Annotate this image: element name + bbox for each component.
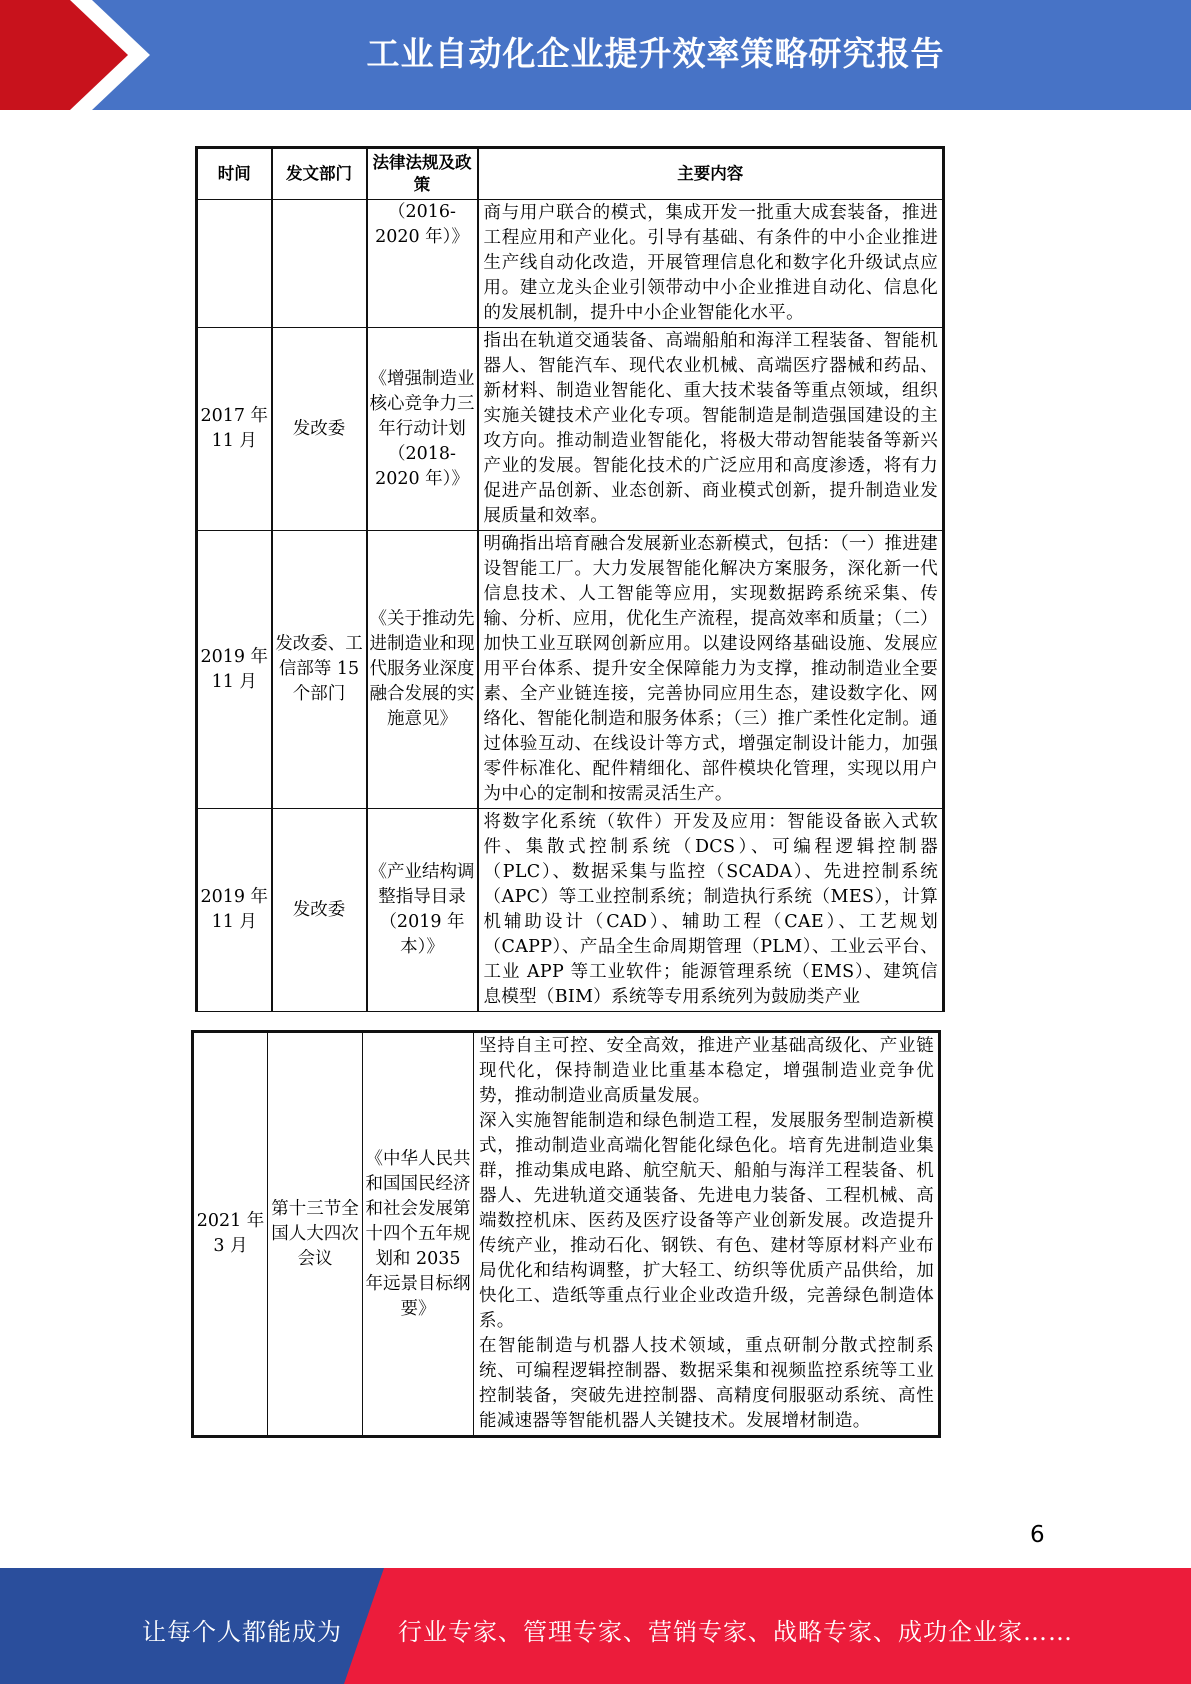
table-row bbox=[197, 809, 944, 1012]
page-header bbox=[0, 0, 1191, 110]
policy-table bbox=[195, 146, 945, 1012]
cell-content: 指出在轨道交通装备、高端船舶和海洋工程装备、智能机器人、智能汽车、现代农业机械、高端医疗器械和药品、新材料、制造业智能化、重大技术装备等重点领域，组织实施关键技术产业化专项。智能制造是制造强国建设的主攻方向。推动制造业智能化，将极大带动智能装备等新兴产业的发展。智能化技术的广泛应用和高度渗透，将有力促进产品创新、业态创新、商业模式创新，提升制造业发展质量和效率。 bbox=[478, 328, 944, 531]
cell-content: 明确指出培育融合发展新业态新模式，包括：（一）推进建设智能工厂。大力发展智能化解决方案服务，深化新一代信息技术、人工智能等应用，实现数据跨系统采集、传输、分析、应用，优化生产流程，提高效率和质量；（二）加快工业互联网创新应用。以建设网络基础设施、发展应用平台体系、提升安全保障能力为支撑，推动制造业全要素、全产业链连接，完善协同应用生态，建设数字化、网络化、智能化制造和服务体系；（三）推广柔性化定制。通过体验互动、在线设计等方式，增强定制设计能力，加强零件标准化、配件精细化、部件模块化管理，实现以用户为中心的定制和按需灵活生产。 bbox=[478, 531, 944, 809]
table-row bbox=[193, 1032, 940, 1437]
cell-dept: 发改委、工信部等 15 个部门 bbox=[272, 531, 367, 809]
page-footer bbox=[0, 1568, 1191, 1684]
table-row bbox=[197, 531, 944, 809]
cell-policy: 《中华人民共和国国民经济和社会发展第十四个五年规划和 2035 年远景目标纲要》 bbox=[363, 1032, 474, 1437]
header-cell-policy: 法律法规及政策 bbox=[367, 148, 478, 200]
header-cell-time: 时间 bbox=[197, 148, 272, 200]
header-cell-content: 主要内容 bbox=[478, 148, 944, 200]
cell-policy: 《产业结构调整指导目录（2019 年本）》 bbox=[367, 809, 478, 1012]
cell-dept bbox=[272, 200, 367, 328]
page-number: 6 bbox=[1030, 1522, 1045, 1548]
cell-dept: 第十三节全国人大四次会议 bbox=[268, 1032, 363, 1437]
cell-dept: 发改委 bbox=[272, 328, 367, 531]
report-title: 工业自动化企业提升效率策略研究报告 bbox=[366, 34, 945, 73]
policy-table-continued bbox=[191, 1030, 941, 1438]
table-row bbox=[197, 200, 944, 328]
cell-content: 商与用户联合的模式，集成开发一批重大成套装备，推进工程应用和产业化。引导有基础、有条件的中小企业推进生产线自动化改造，开展管理信息化和数字化升级试点应用。建立龙头企业引领带动中小企业推进自动化、信息化的发展机制，提升中小企业智能化水平。 bbox=[478, 200, 944, 328]
footer-slogan-left: 让每个人都能成为 bbox=[142, 1618, 342, 1646]
footer-slogan-right: 行业专家、管理专家、营销专家、战略专家、成功企业家…… bbox=[398, 1618, 1073, 1646]
cell-time: 2019 年 11 月 bbox=[197, 531, 272, 809]
cell-content: 将数字化系统（软件）开发及应用：智能设备嵌入式软件、集散式控制系统（DCS）、可编程逻辑控制器（PLC）、数据采集与监控（SCADA）、先进控制系统（APC）等工业控制系统；制造执行系统（MES），计算机辅助设计（CAD）、辅助工程（CAE）、工艺规划（CAPP）、产品全生命周期管理（PLM）、工业云平台、工业 APP 等工业软件；能源管理系统（EMS）、建筑信息模型（BIM）系统等专用系统列为鼓励类产业 bbox=[478, 809, 944, 1012]
cell-policy: 《增强制造业核心竞争力三年行动计划（2018-2020 年）》 bbox=[367, 328, 478, 531]
cell-dept: 发改委 bbox=[272, 809, 367, 1012]
cell-policy: 《关于推动先进制造业和现代服务业深度融合发展的实施意见》 bbox=[367, 531, 478, 809]
cell-time: 2019 年 11 月 bbox=[197, 809, 272, 1012]
cell-time: 2021 年 3 月 bbox=[193, 1032, 268, 1437]
cell-time bbox=[197, 200, 272, 328]
header-cell-dept: 发文部门 bbox=[272, 148, 367, 200]
cell-content: 坚持自主可控、安全高效，推进产业基础高级化、产业链现代化，保持制造业比重基本稳定，增强制造业竞争优势，推动制造业高质量发展。 深入实施智能制造和绿色制造工程，发展服务型制造新模式，推动制造业高端化智能化绿色化。培育先进制造业集群，推动集成电路、航空航天、船舶与海洋工程装备、机器人、先进轨道交通装备、先进电力装备、工程机械、高端数控机床、医药及医疗设备等产业创新发展。改造提升传统产业，推动石化、钢铁、有色、建材等原材料产业布局优化和结构调整，扩大轻工、纺织等优质产品供给，加快化工、造纸等重点行业企业改造升级，完善绿色制造体系。 在智能制造与机器人技术领域，重点研制分散式控制系统、可编程逻辑控制器、数据采集和视频监控系统等工业控制装备，突破先进控制器、高精度伺服驱动系统、高性能减速器等智能机器人关键技术。发展增材制造。 bbox=[474, 1032, 940, 1437]
cell-policy: （2016-2020 年）》 bbox=[367, 200, 478, 328]
table-header-row bbox=[197, 148, 944, 200]
table-row bbox=[197, 328, 944, 531]
cell-time: 2017 年 11 月 bbox=[197, 328, 272, 531]
